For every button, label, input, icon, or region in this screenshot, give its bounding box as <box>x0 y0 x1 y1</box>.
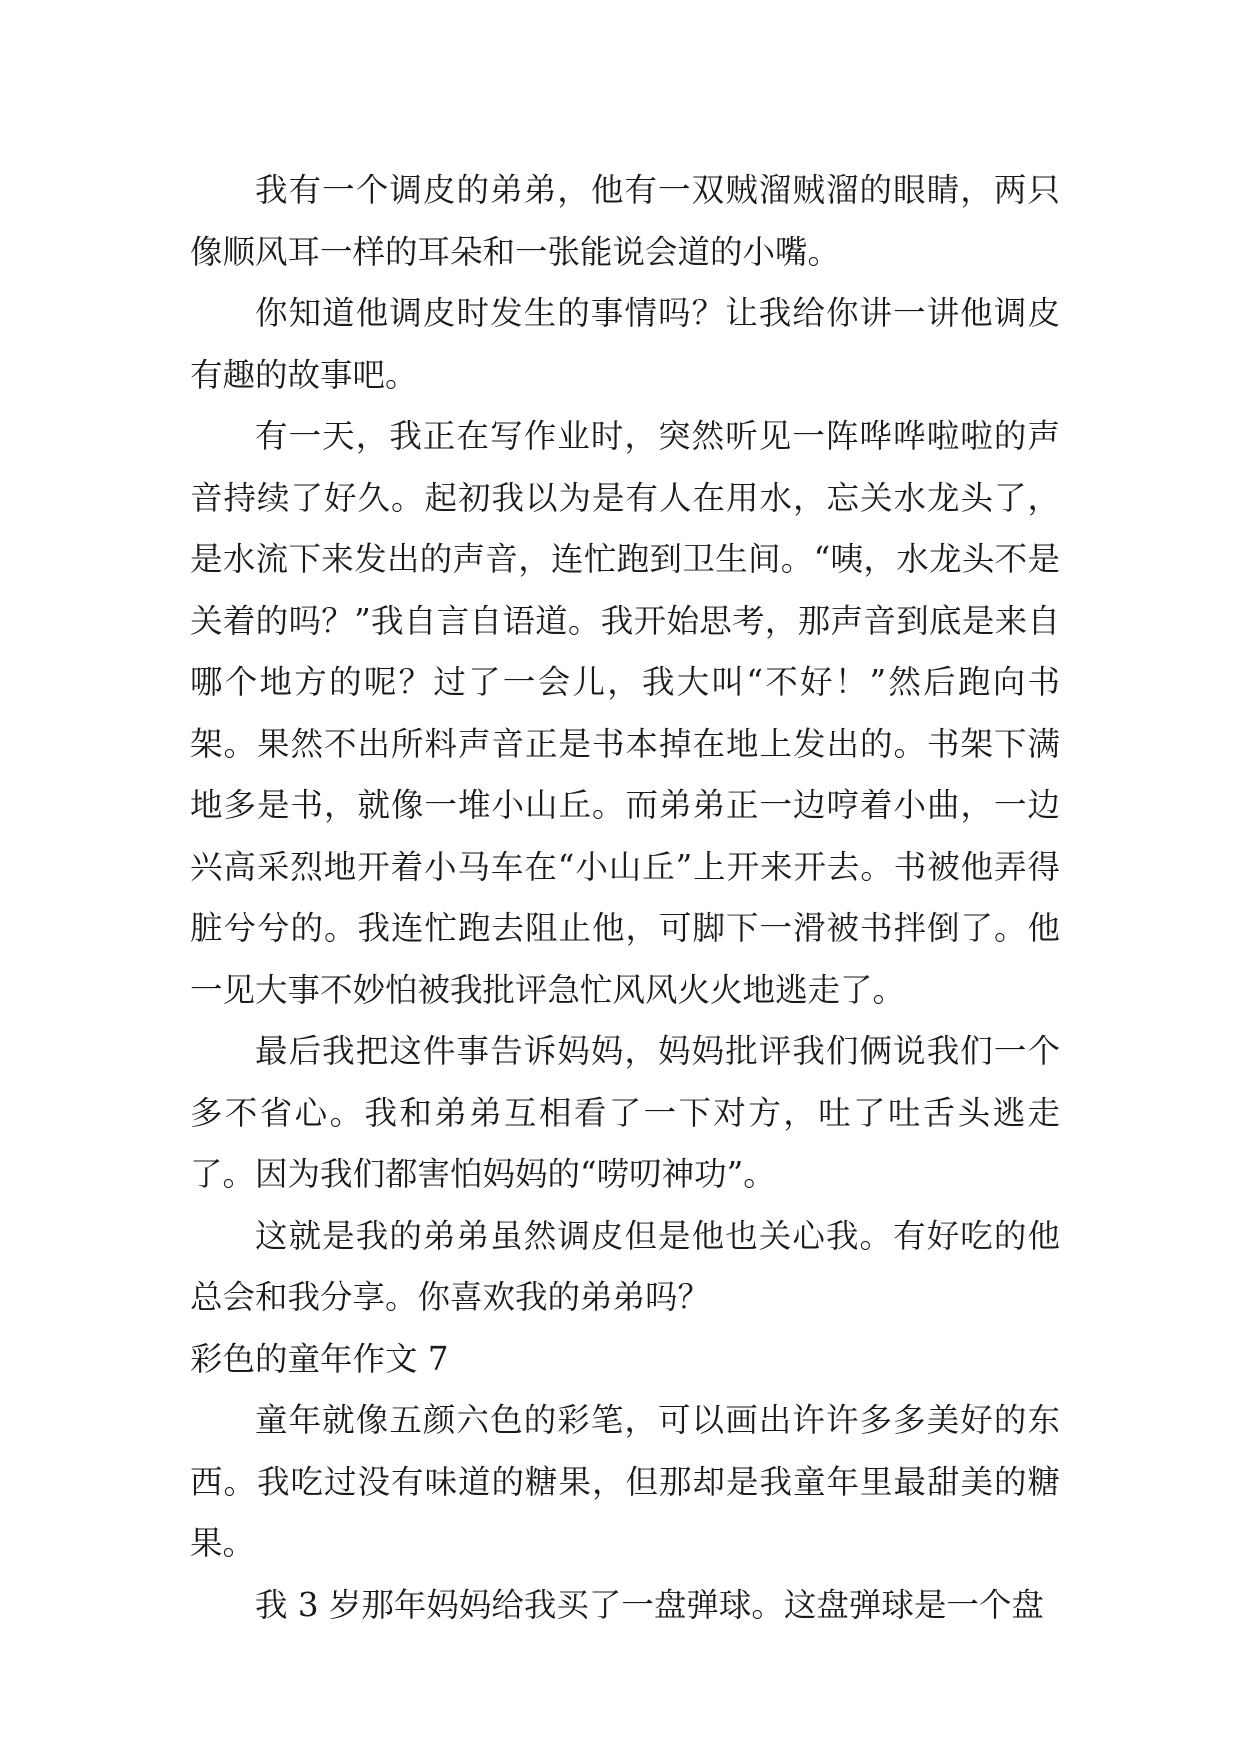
paragraph-5: 这就是我的弟弟虽然调皮但是他也关心我。有好吃的他总会和我分享。你喜欢我的弟弟吗？ <box>190 1216 1060 1316</box>
paragraph-3: 有一天，我正在写作业时，突然听见一阵哗哗啦啦的声音持续了好久。起初我以为是有人在用水，忘关水龙头了，是水流下来发出的声音，连忙跑到卫生间。“咦，水龙头不是关着的吗？”我自言自语道。我开始思考，那声音到底是来自哪个地方的呢？过了一会儿，我大叫“不好！”然后跑向书架。果然不出所料声音正是书本掉在地上发出的。书架下满地多是书，就像一堆小山丘。而弟弟正一边哼着小曲，一边兴高采烈地开着小马车在“小山丘”上开来开去。书被他弄得脏兮兮的。我连忙跑去阻止他，可脚下一滑被书拌倒了。他一见大事不妙怕被我批评急忙风风火火地逃走了。 <box>190 417 1060 1009</box>
paragraph-2: 你知道他调皮时发生的事情吗？让我给你讲一讲他调皮有趣的故事吧。 <box>190 294 1060 394</box>
document-body <box>190 160 1060 1636</box>
paragraph-6: 童年就像五颜六色的彩笔，可以画出许许多多美好的东西。我吃过没有味道的糖果，但那却是我童年里最甜美的糖果。 <box>190 1401 1060 1562</box>
paragraph-4: 最后我把这件事告诉妈妈，妈妈批评我们俩说我们一个多不省心。我和弟弟互相看了一下对方，吐了吐舌头逃走了。因为我们都害怕妈妈的“唠叨神功”。 <box>190 1032 1060 1193</box>
section-heading: 彩色的童年作文 7 <box>190 1339 449 1378</box>
paragraph-1: 我有一个调皮的弟弟，他有一双贼溜贼溜的眼睛，两只像顺风耳一样的耳朵和一张能说会道的小嘴。 <box>190 171 1060 271</box>
paragraph-7: 我 3 岁那年妈妈给我买了一盘弹球。这盘弹球是一个盘 <box>255 1585 1044 1624</box>
